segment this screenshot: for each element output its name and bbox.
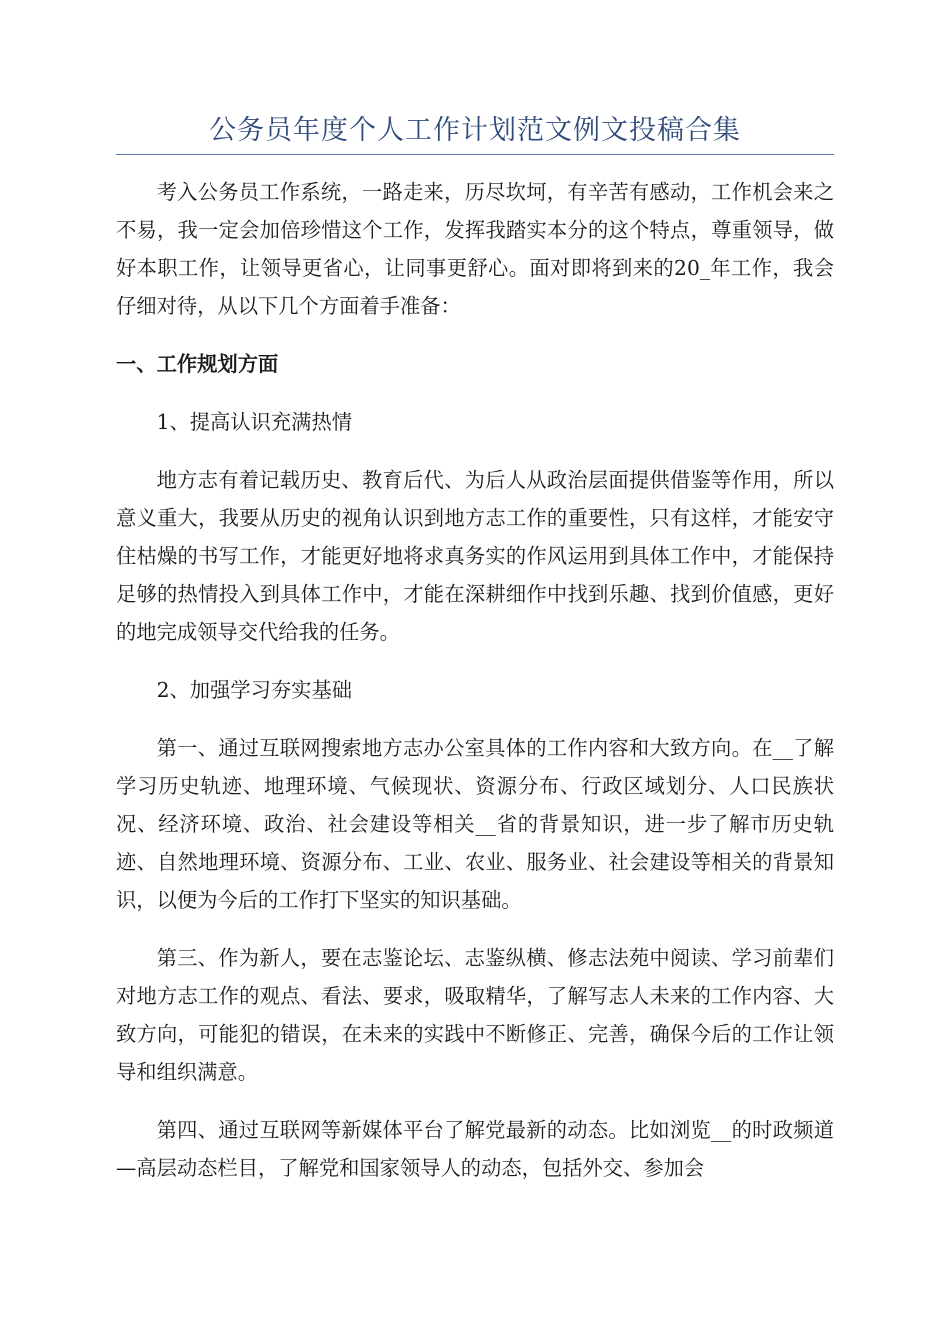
section-heading-work-planning: 一、工作规划方面 xyxy=(116,352,279,376)
document-body xyxy=(116,173,834,1207)
paragraph-first-point: 第一、通过互联网搜索地方志办公室具体的工作内容和大致方向。在__了解学习历史轨迹、地理环境、气候现状、资源分布、行政区域划分、人口民族状况、经济环境、政治、社会建设等相关__省的背景知识，进一步了解市历史轨迹、自然地理环境、资源分布、工业、农业、服务业、社会建设等相关的背景知识，以便为今后的工作打下坚实的知识基础。 xyxy=(116,736,834,912)
paragraph-local-chronicles: 地方志有着记载历史、教育后代、为后人从政治层面提供借鉴等作用，所以意义重大，我要从历史的视角认识到地方志工作的重要性，只有这样，才能安守住枯燥的书写工作，才能更好地将求真务实的作风运用到具体工作中，才能保持足够的热情投入到具体工作中，才能在深耕细作中找到乐趣、找到价值感，更好的地完成领导交代给我的任务。 xyxy=(116,468,834,644)
paragraph-intro: 考入公务员工作系统，一路走来，历尽坎坷，有辛苦有感动，工作机会来之不易，我一定会加倍珍惜这个工作，发挥我踏实本分的这个特点，尊重领导，做好本职工作，让领导更省心，让同事更舒心。面对即将到来的20_年工作，我会仔细对待，从以下几个方面着手准备： xyxy=(116,180,834,318)
paragraph-fourth-point: 第四、通过互联网等新媒体平台了解党最新的动态。比如浏览__的时政频道—高层动态栏目，了解党和国家领导人的动态，包括外交、参加会 xyxy=(116,1118,834,1180)
subheading-raise-awareness: 1、提高认识充满热情 xyxy=(156,410,353,434)
subheading-strengthen-learning: 2、加强学习夯实基础 xyxy=(156,678,353,702)
document-title: 公务员年度个人工作计划范文例文投稿合集 xyxy=(209,115,741,146)
title-underline xyxy=(116,154,834,155)
paragraph-third-point: 第三、作为新人，要在志鉴论坛、志鉴纵横、修志法苑中阅读、学习前辈们对地方志工作的观点、看法、要求，吸取精华，了解写志人未来的工作内容、大致方向，可能犯的错误，在未来的实践中不断修正、完善，确保今后的工作让领导和组织满意。 xyxy=(116,946,834,1084)
